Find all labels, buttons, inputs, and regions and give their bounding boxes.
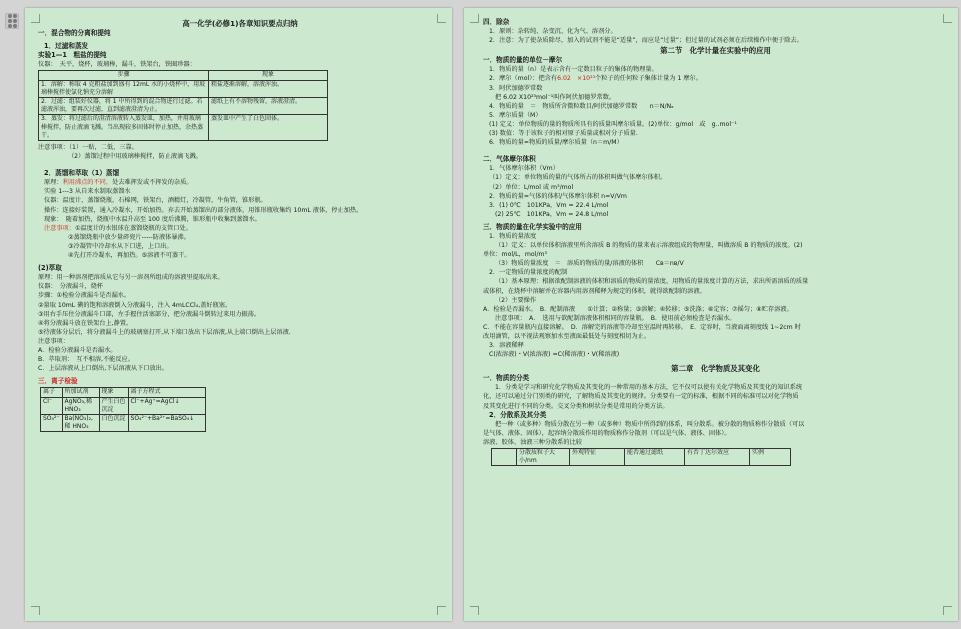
table-header-cell: 实例 — [750, 449, 791, 466]
table-header-cell: 所加试剂 — [62, 388, 99, 397]
text-line: A．检验是否漏水。 B．配制溶液 ①计算；②称量；③溶解；④转移；⑤洗涤；⑥定容；⑦摇匀；⑧贮存溶液。 — [483, 305, 793, 313]
page-corner-mark — [437, 606, 446, 615]
section-heading: 二．气体摩尔体积 — [483, 155, 536, 164]
table-cell: 滤纸上有不溶物残留，溶液澄清。 — [209, 97, 328, 114]
table-row — [41, 397, 206, 414]
table-header-cell: 离子 — [41, 388, 63, 397]
subsection-heading: 2．蒸馏和萃取（1）蒸馏 — [44, 169, 120, 178]
text-line: 及其变化进行不同的分类。交叉分类和树状分类是常用的分类方法。 — [483, 402, 669, 410]
text-line: 是气体、液体、固体），起容纳分散质作用的物质称作分散剂（可以是气体、液体、固体）。 — [483, 429, 731, 437]
section-heading: 一．混合物的分离和提纯 — [38, 29, 111, 37]
text-line: ②量取 10mL 碘的饱和溶液倒入分液漏斗，注入 4mLCCl₄,盖好瓶塞。 — [38, 301, 232, 309]
text-line: ③用右手压住分液漏斗口部，左手握住活塞部分，把分液漏斗倒转过来用力振荡。 — [38, 310, 261, 318]
text-line: (2) 25℃ 101KPa，Vm = 24.8 L/mol — [495, 210, 609, 218]
table-header-row — [41, 388, 206, 397]
text-line: 改用滴管，以平视法观察加水至液面最低处与刻度相切为止。 — [483, 333, 651, 340]
page-corner-mark — [470, 14, 479, 23]
table-cell: SO₄²⁻ — [41, 414, 63, 431]
text-line: (1) 定义：单位物质的量的物质所具有的质量叫摩尔质量。(2)单位：g/mol 或 g..mol⁻¹ — [489, 120, 737, 128]
text-line: 2．注意：为了使杂质除尽，加入的试剂不能是“适量”，而应是“过量”；但过量的试剂必须在后续操作中便于除去。 — [489, 37, 803, 45]
table-cell: 产生白色沉淀 — [99, 397, 128, 414]
table-header-cell: 能否通过滤纸 — [625, 449, 685, 466]
table-cell: SO₄²⁻+Ba²⁺=BaSO₄↓ — [128, 414, 205, 431]
table-header-cell: 离子方程式 — [128, 388, 205, 397]
text-line: 2．摩尔（mol）：把含有6.02 ×10²³个粒子的任何粒子集体计量为 1 摩尔。 — [489, 75, 702, 83]
page-corner-mark — [470, 606, 479, 615]
table-row — [41, 414, 206, 431]
text-line: （2）蒸馏过程中用玻璃棒搅拌，防止液滴飞溅。 — [68, 153, 202, 161]
text-line: 原理：用一种溶剂把溶质从它与另一溶剂所组成的溶液里提取出来。 — [38, 274, 224, 282]
text-line: 或体积，在烧杯中溶解并在容器内用溶剂稀释为规定的体积，就得欲配制的溶液。 — [483, 287, 706, 295]
chapter-section-title: 第二节 化学计量在实验中的应用 — [660, 46, 771, 56]
text-line: 1．分类是学习和研究化学物质及其变化的一种常用的基本方法，它不仅可以使有关化学物质及其变化的知识系统 — [495, 384, 803, 392]
table-header-cell: 现象 — [209, 71, 328, 80]
text-line: 把一种（或多种）物质分散在另一种（或多种）物质中所得到的体系，叫分散系。被分散的物质称作分散质（可以 — [495, 420, 805, 428]
table-cell: Cl⁻+Ag⁺=AgCl↓ — [128, 397, 205, 414]
table-cell: 白色沉淀 — [99, 414, 128, 431]
text-line: 溶液、胶体、浊液三种分散系的比较 — [483, 438, 582, 446]
text-line: 2．物质的量=气体的体积/气体摩尔体积 n=V/Vm — [489, 192, 627, 200]
section-heading: 三．离子检验 — [38, 377, 78, 386]
text-line: （1）基本原理：根据欲配制溶液的体积和溶质的物质的量浓度，用物质的量浓度计算的方法，求出所需溶质的质量 — [495, 278, 809, 286]
page-corner-mark — [943, 606, 952, 615]
page-1-content — [38, 18, 442, 434]
text-line: 仪器： 天平，烧杯，玻璃棒，漏斗，铁架台，铁圈珍器： — [38, 61, 196, 69]
table-header-row — [492, 449, 791, 466]
text-line: (3) 数值：等于该粒子的相对原子质量或相对分子质量. — [489, 130, 638, 138]
text-line: （1）定义：以单位体积溶液里所含溶质 B 的物质的量来表示溶液组成的物理量，叫做溶质 B 的物质的浓度。(2) — [495, 242, 803, 250]
text-line: （2）单位：L/mol 或 m³/mol — [489, 183, 574, 191]
table-cell: 蒸发皿中产生了白色固体。 — [209, 115, 328, 141]
text-line: 3．(1) 0℃ 101KPa，Vm = 22.4 L/mol — [489, 201, 609, 209]
document-page-1 — [25, 8, 452, 621]
procedure-table — [38, 70, 328, 141]
table-header-cell: 外观特征 — [570, 449, 625, 466]
experiment-heading: 实验1—1 粗盐的提纯 — [38, 51, 107, 60]
section-heading: 一．物质的量的单位－摩尔 — [483, 56, 563, 65]
text-line: B．萃取剂： 互不相溶,不能反应。 — [38, 356, 134, 364]
page-corner-mark — [31, 606, 40, 615]
document-page-2 — [464, 8, 958, 621]
text-line: 3．阿伏加德罗常数 — [489, 84, 543, 92]
text-line: 原理：利用沸点的不同，处去难挥发或不挥发的杂质。 — [44, 179, 193, 187]
subsection-heading: 1．过滤和蒸发 — [44, 42, 89, 51]
text-line: （1）定义：单位物质的量的气体所占的体积叫做气体摩尔体积。 — [489, 174, 667, 182]
text-line: 2．一定物质的量浓度的配制 — [489, 269, 568, 277]
table-row — [39, 97, 328, 114]
text-line: A．检验分液漏斗是否漏水。 — [38, 346, 117, 354]
table-header-row — [39, 71, 328, 80]
text-line: 注意事项：（1）一贴，二低，三靠。 — [38, 144, 138, 151]
text-line: 实验 1---3 从自来水制取蒸馏水 — [44, 188, 131, 196]
text-line: C(浓溶液)・V(浓溶液) =C(稀溶液)・V(稀溶液) — [489, 351, 620, 359]
table-cell: Cl⁻ — [41, 397, 63, 414]
text-line: ④先打开冷凝水，再加热。⑤溶液不可蒸干。 — [68, 252, 191, 260]
text-line: 单位：mol/L，mol/m³ — [483, 251, 547, 259]
text-line: 化，还可以通过分门别类的研究，了解物质及其变化的规律。分类要有一定的标准，根据不同的标准可以对化学物质 — [483, 393, 799, 401]
table-header-cell: 有否丁达尔效应 — [685, 449, 750, 466]
text-line: ②蒸馏烧瓶中放少量碎瓷片-----防液体暴沸。 — [68, 233, 190, 241]
text-line: 1．气体摩尔体积（Vm） — [489, 165, 559, 173]
chapter-title: 第二章 化学物质及其变化 — [671, 364, 760, 374]
text-line: 1．物质的量浓度 — [489, 232, 537, 240]
table-cell: 3．蒸发：将过滤后的澄清溶液转入蒸发皿，加热，并用玻璃棒搅拌，防止液滴飞溅。当出现较多固体时停止加热，余热蒸干。 — [39, 115, 209, 141]
text-line: （2）主要操作 — [495, 296, 537, 304]
table-cell: 2．过滤：组装好仪器，将 1 中所得到的混合物进行过滤。若滤液浑浊，要再次过滤，直到滤液澄清为止。 — [39, 97, 209, 114]
page-2-content — [483, 18, 948, 466]
table-cell: 粗盐逐渐溶解，溶液浑浊。 — [209, 80, 328, 97]
text-line: 注意事项： A． 选用与欲配制溶液体积相同的容量瓶。 B．使用前必须检查是否漏水。 — [495, 314, 736, 322]
document-title: 高一化学(必修1)各章知识要点归纳 — [182, 19, 298, 28]
dispersion-comparison-table — [491, 448, 791, 466]
text-line: ④将分液漏斗放在铁架台上,静置。 — [38, 319, 133, 327]
text-line: C．不能在容量瓶内直接溶解。 D．溶解完的溶液等冷却至室温时再转移。 E．定容时，当液面离刻度线 1~2cm 时 — [483, 323, 801, 331]
section-heading: 一．物质的分类 — [483, 374, 530, 383]
text-line: 6．物质的量=物质的质量/摩尔质量（n＝m/M） — [489, 139, 623, 147]
text-line: 1．原则：杂转纯、杂变沉、化为气、溶剂分。 — [489, 28, 617, 36]
subsection-heading: (2)萃取 — [38, 264, 62, 273]
table-header-cell: 分散质粒子大小/nm — [517, 449, 570, 466]
text-line: 步骤：①检验分液漏斗是否漏水。 — [38, 292, 131, 300]
text-line: 5．摩尔质量（M） — [489, 111, 542, 119]
table-header-cell: 现象 — [99, 388, 128, 397]
table-cell: AgNO₃,稀 HNO₃ — [62, 397, 99, 414]
table-cell: 1．溶解：称取 4 克粗盐加到盛有 12mL 水的小烧杯中，用玻璃棒搅拌使氯化钠充分溶解 — [39, 80, 209, 97]
text-line: 1．物质的量（n）是表示含有一定数目粒子的集体的物理量。 — [489, 66, 658, 74]
thumbnail-toggle-button[interactable] — [5, 13, 19, 29]
text-line: 注意事项： — [38, 337, 69, 345]
table-row — [39, 80, 328, 97]
text-line: ③冷凝管中冷却水从下口进，上口出。 — [68, 242, 173, 250]
text-line: （3）物质的量浓度 ＝ 溶质的物质的量/溶液的体积 Cв＝nв/V — [495, 260, 684, 268]
text-line: 现象： 随着加热，烧瓶中水温升高至 100 度后沸腾，锥形瓶中收集到蒸馏水。 — [44, 215, 261, 223]
ion-test-table — [40, 387, 206, 432]
text-line: 3．溶液稀释 — [489, 342, 524, 350]
text-line: ⑤待液体分层后，将分液漏斗上的玻璃塞打开,从下端口放出下层溶液,从上端口倒出上层溶液. — [38, 328, 291, 336]
table-header-cell: 步骤 — [39, 71, 209, 80]
text-line: C．上层溶液从上口倒出,下层溶液从下口放出。 — [38, 365, 169, 373]
subsection-heading: 2．分散系及其分类 — [489, 410, 547, 419]
text-line: 注意事项：①温度计的水银球在蒸馏烧瓶的支管口处。 — [44, 224, 192, 232]
table-cell: Ba(NO₃)₂,稀 HNO₃ — [62, 414, 99, 431]
text-line: 操作：连接好装置，通入冷凝水，开始加热。弃去开始蒸馏出的部分液体，用锥形瓶收集约 10mL 液体，停止加热。 — [44, 206, 363, 214]
text-line: 4．物质的量 ＝ 物质所含微粒数目/阿伏加德罗常数 n＝N/Nₐ — [489, 102, 674, 110]
table-row — [39, 115, 328, 141]
text-line: 把 6.02 X10²³mol⁻¹叫作阿伏加德罗常数。 — [495, 93, 616, 101]
section-heading: 三．物质的量在化学实验中的应用 — [483, 222, 582, 231]
text-line: 仪器：温度计，蒸馏烧瓶，石棉网，铁架台，酒精灯，冷凝管，牛角管，锥形瓶。 — [44, 197, 267, 205]
section-heading: 四．除杂 — [483, 18, 510, 26]
table-header-cell — [492, 449, 517, 466]
text-line: 仪器： 分液漏斗，烧杯 — [38, 283, 103, 291]
